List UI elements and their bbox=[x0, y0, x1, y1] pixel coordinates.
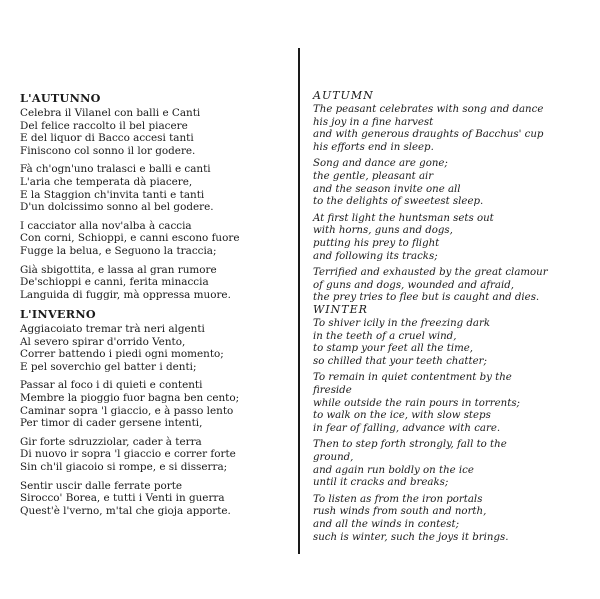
verse-line: E la Staggion ch'invita tanti e tanti bbox=[20, 188, 205, 201]
verse-line: Con corni, Schioppi, e canni escono fuore bbox=[20, 232, 240, 245]
verse-line: while outside the rain pours in torrents; bbox=[313, 397, 520, 409]
verse-line: his joy in a fine harvest bbox=[313, 116, 434, 128]
verse-line: his efforts end in sleep. bbox=[313, 141, 434, 153]
verse-line: Sin ch'il giacoio si rompe, e si disserra; bbox=[20, 460, 228, 473]
verse-line: Gir forte sdruzziolar, cader à terra bbox=[20, 435, 202, 448]
verse-line: Song and dance are gone; bbox=[313, 158, 448, 170]
verse-line: Passar al foco i di quieti e contenti bbox=[20, 379, 203, 392]
stanza bbox=[20, 323, 285, 373]
stanza bbox=[20, 163, 285, 213]
stanza bbox=[20, 220, 285, 258]
verse-line: Del felice raccolto il bel piacere bbox=[20, 119, 188, 132]
italian-autumn-section bbox=[20, 90, 285, 307]
verse-line: and the season invite one all bbox=[313, 183, 461, 195]
stanza bbox=[313, 104, 588, 154]
verse-line: Al severo spirar d'orrido Vento, bbox=[20, 335, 186, 348]
verse-line: Correr battendo i piedi ogni momento; bbox=[20, 348, 224, 361]
verse-line: until it cracks and breaks; bbox=[313, 477, 449, 489]
verse-line: to the delights of sweetest sleep. bbox=[313, 196, 484, 208]
stanza bbox=[313, 494, 588, 544]
verse-line: Già sbigottita, e lassa al gran rumore bbox=[20, 263, 217, 276]
verse-line: Celebra il Vilanel con balli e Canti bbox=[20, 107, 201, 119]
verse-line: rush winds from south and north, bbox=[313, 506, 487, 518]
english-autumn-section bbox=[313, 88, 588, 309]
verse-line: Sentir uscir dalle ferrate porte bbox=[20, 479, 183, 492]
verse-line: Then to step forth strongly, fall to the bbox=[313, 439, 507, 451]
verse-line: Finiscono col sonno il lor godere. bbox=[20, 144, 196, 157]
italian-winter-section bbox=[20, 306, 285, 523]
stanza bbox=[20, 436, 285, 474]
verse-line: E del liquor di Bacco accesi tanti bbox=[20, 132, 194, 145]
verse-line: to stamp your feet all the time, bbox=[313, 343, 474, 355]
verse-line: The peasant celebrates with song and dance bbox=[313, 104, 544, 115]
verse-line: ground, bbox=[313, 451, 354, 463]
verse-line: I cacciator alla nov'alba à caccia bbox=[20, 219, 192, 232]
verse-line: To shiver icily in the freezing dark bbox=[313, 318, 491, 329]
stanza bbox=[313, 318, 588, 368]
verse-line: putting his prey to flight bbox=[313, 237, 440, 249]
english-winter-section bbox=[313, 302, 588, 548]
italian-winter-stanzas bbox=[20, 323, 285, 517]
italian-winter-title: L'INVERNO bbox=[20, 307, 96, 321]
verse-line: the prey tries to flee but is caught and dies. bbox=[313, 292, 540, 304]
verse-line: Membre la pioggio fuor bagna ben cento; bbox=[20, 391, 240, 404]
verse-line: fireside bbox=[313, 384, 352, 396]
verse-line: and following its tracks; bbox=[313, 250, 438, 262]
verse-line: and again run boldly on the ice bbox=[313, 464, 474, 476]
verse-line: of guns and dogs, wounded and afraid, bbox=[313, 279, 515, 291]
stanza bbox=[20, 264, 285, 302]
stanza bbox=[313, 372, 588, 435]
verse-line: so chilled that your teeth chatter; bbox=[313, 355, 487, 367]
verse-line: and all the winds in contest; bbox=[313, 518, 460, 530]
verse-line: Per timor di cader gersene intenti, bbox=[20, 417, 203, 430]
verse-line: Sirocco' Borea, e tutti i Venti in guerra bbox=[20, 492, 225, 505]
english-winter-stanzas bbox=[313, 318, 588, 544]
stanza bbox=[313, 213, 588, 263]
verse-line: E pel soverchio gel batter i denti; bbox=[20, 360, 197, 373]
verse-line: Languida di fuggir, mà oppressa muore. bbox=[20, 288, 231, 301]
column-divider bbox=[298, 48, 300, 554]
verse-line: in the teeth of a cruel wind, bbox=[313, 330, 457, 342]
stanza bbox=[313, 439, 588, 489]
italian-autumn-stanzas bbox=[20, 107, 285, 301]
verse-line: such is winter, such the joys it brings. bbox=[313, 531, 509, 543]
verse-line: To listen as from the iron portals bbox=[313, 493, 483, 505]
stanza bbox=[20, 379, 285, 429]
verse-line: with horns, guns and dogs, bbox=[313, 225, 453, 237]
verse-line: and with generous draughts of Bacchus' cup bbox=[313, 129, 544, 141]
verse-line: De'schioppi e canni, ferita minaccia bbox=[20, 276, 209, 289]
stanza bbox=[313, 158, 588, 208]
verse-line: Aggiacoiato tremar trà neri algenti bbox=[20, 323, 205, 335]
verse-line: the gentle, pleasant air bbox=[313, 170, 434, 182]
english-winter-title: WINTER bbox=[313, 303, 368, 316]
verse-line: Fà ch'ogn'uno tralasci e balli e canti bbox=[20, 163, 211, 176]
verse-line: Di nuovo ir sopra 'l giaccio e correr forte bbox=[20, 448, 236, 461]
verse-line: At first light the huntsman sets out bbox=[313, 212, 494, 224]
verse-line: Quest'è l'verno, m'tal che gioja apporte. bbox=[20, 504, 231, 517]
verse-line: To remain in quiet contentment by the bbox=[313, 372, 512, 384]
verse-line: Fugge la belua, e Seguono la traccia; bbox=[20, 244, 217, 257]
verse-line: to walk on the ice, with slow steps bbox=[313, 410, 491, 422]
stanza bbox=[313, 267, 588, 305]
verse-line: L'aria che temperata dà piacere, bbox=[20, 175, 193, 188]
verse-line: in fear of falling, advance with care. bbox=[313, 422, 501, 434]
english-autumn-stanzas bbox=[313, 104, 588, 305]
stanza bbox=[20, 107, 285, 157]
verse-line: Terrified and exhausted by the great clamour bbox=[313, 267, 548, 279]
verse-line: D'un dolcissimo sonno al bel godere. bbox=[20, 201, 214, 214]
italian-autumn-title: L'AUTUNNO bbox=[20, 91, 101, 105]
stanza bbox=[20, 480, 285, 518]
english-autumn-title: AUTUMN bbox=[313, 89, 374, 102]
verse-line: Caminar sopra 'l giaccio, e à passo lento bbox=[20, 404, 234, 417]
